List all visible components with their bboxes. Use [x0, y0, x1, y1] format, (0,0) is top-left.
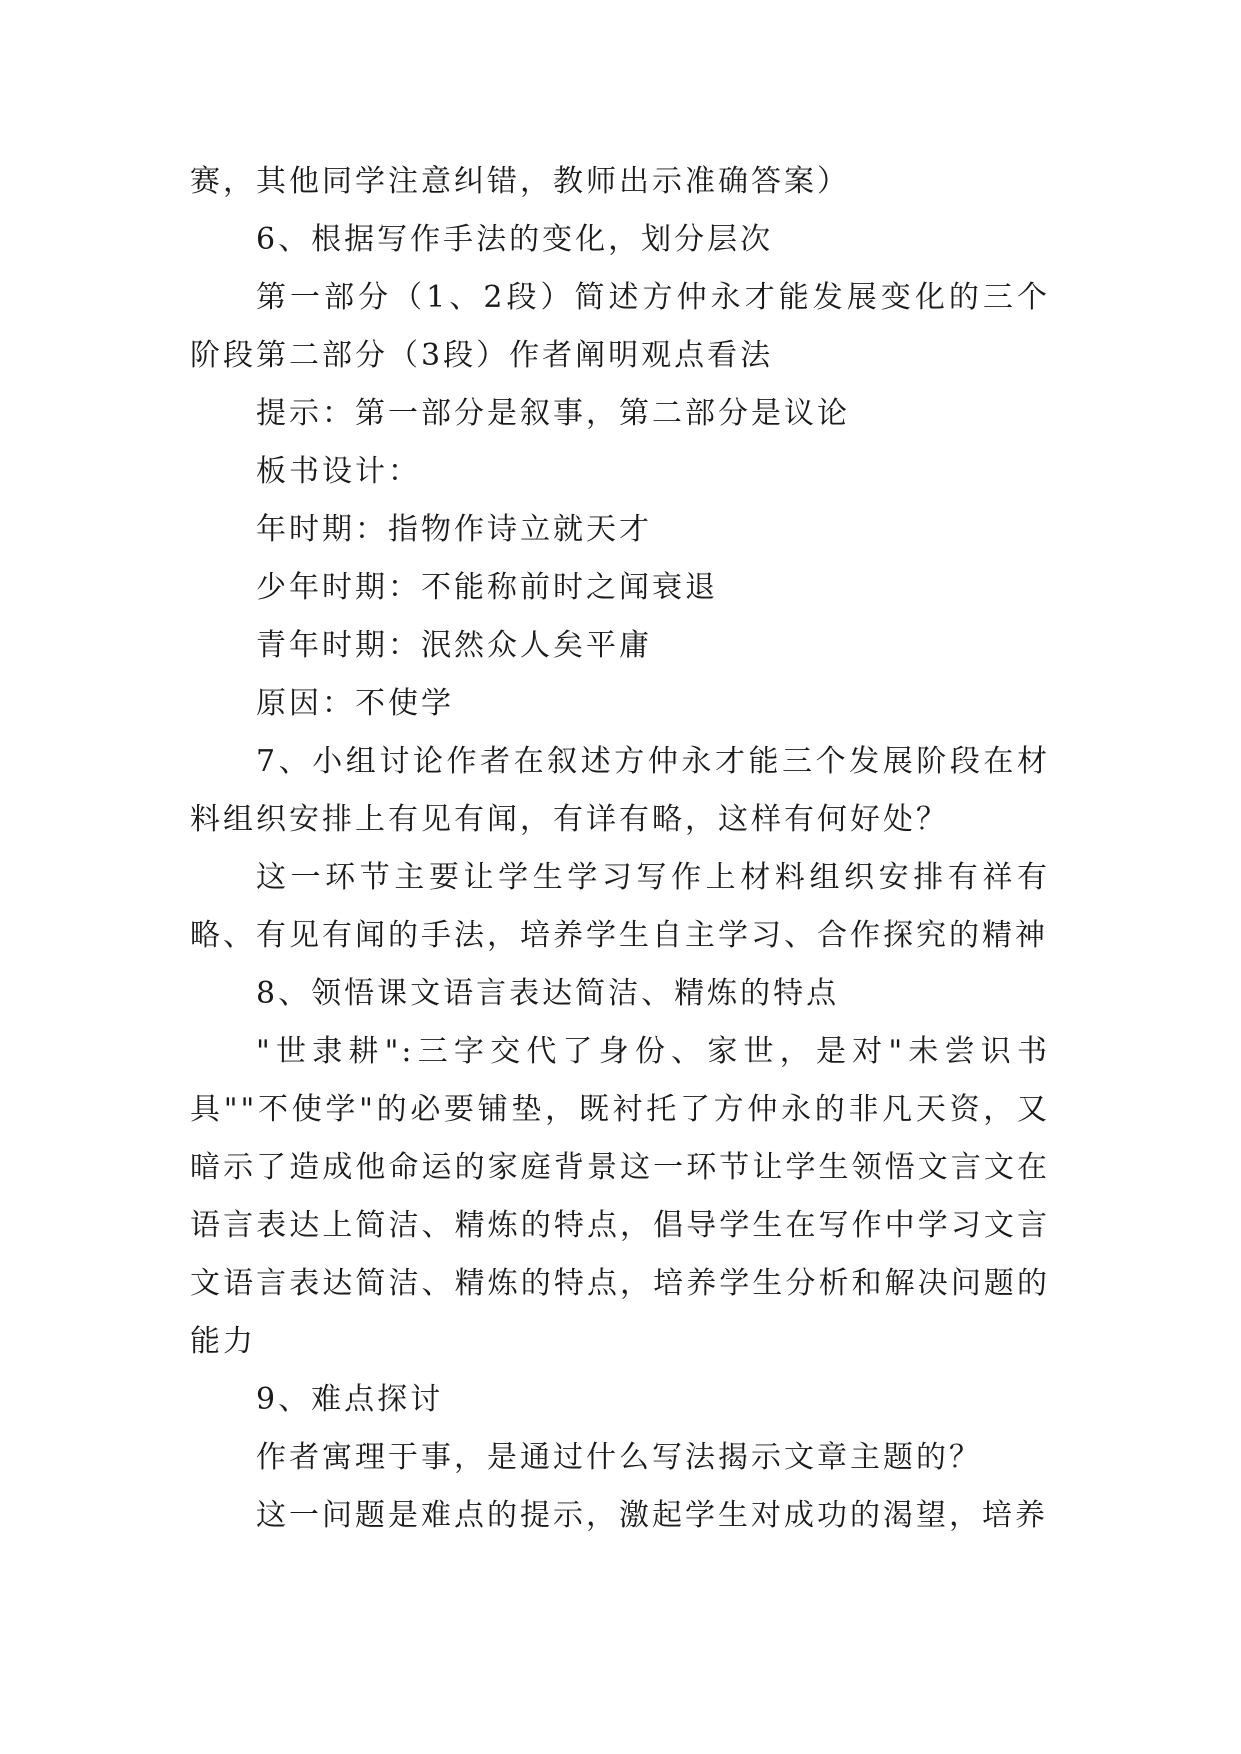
- paragraph: 9、难点探讨: [256, 1382, 444, 1417]
- paragraph: "世隶耕":三字交代了身份、家世，是对"未尝识书具""不使学"的必要铺垫，既衬托了方仲永的非凡天资，又暗示了造成他命运的家庭背景这一环节让学生领悟文言文在语言表达上简洁、精炼的特点，倡导学生在写作中学习文言文语言表达简洁、精炼的特点，培养学生分析和解决问题的能力: [190, 1034, 1050, 1359]
- paragraph: 第一部分（1、2段）简述方仲永才能发展变化的三个阶段第二部分（3段）作者阐明观点看法: [190, 280, 1050, 373]
- paragraph: 少年时期：不能称前时之闻衰退: [256, 570, 718, 605]
- paragraph: 板书设计：: [256, 454, 421, 489]
- paragraph: 提示：第一部分是叙事，第二部分是议论: [256, 396, 850, 431]
- paragraph: 这一问题是难点的提示，激起学生对成功的渴望，培养: [256, 1498, 1048, 1533]
- document-body: [190, 153, 1050, 1545]
- paragraph: 8、领悟课文语言表达简洁、精炼的特点: [256, 976, 840, 1011]
- paragraph: 作者寓理于事，是通过什么写法揭示文章主题的？: [256, 1440, 982, 1475]
- paragraph: 赛，其他同学注意纠错，教师出示准确答案）: [190, 164, 850, 199]
- paragraph: 这一环节主要让学生学习写作上材料组织安排有祥有略、有见有闻的手法，培养学生自主学习、合作探究的精神: [190, 860, 1050, 953]
- paragraph: 6、根据写作手法的变化，划分层次: [256, 222, 774, 257]
- paragraph: 原因：不使学: [256, 686, 454, 721]
- paragraph: 7、小组讨论作者在叙述方仲永才能三个发展阶段在材料组织安排上有见有闻，有详有略，这样有何好处？: [190, 744, 1050, 837]
- paragraph: 年时期：指物作诗立就天才: [256, 512, 652, 547]
- paragraph: 青年时期：泯然众人矣平庸: [256, 628, 652, 663]
